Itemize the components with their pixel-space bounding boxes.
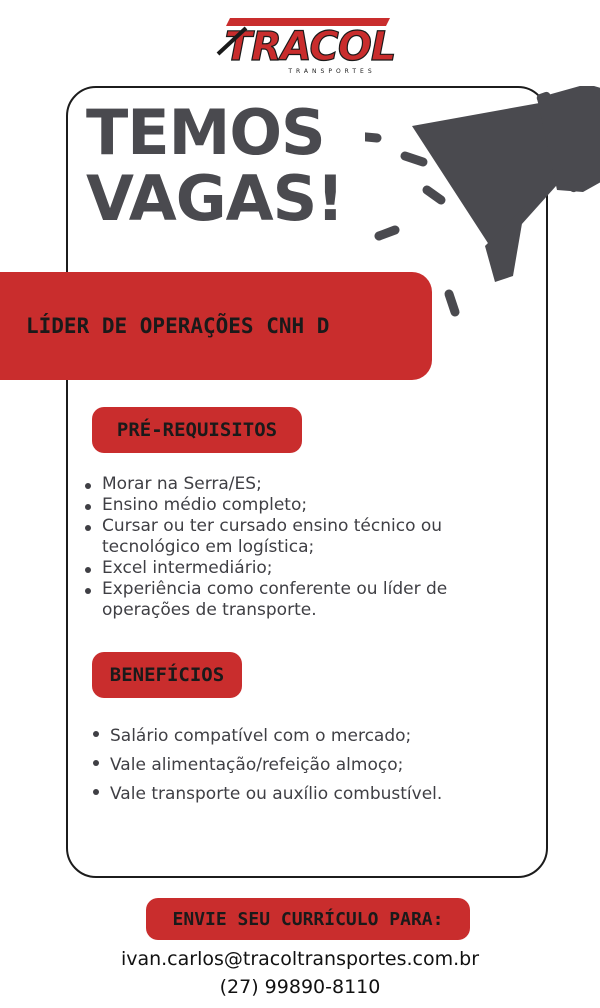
list-item: Experiência como conferente ou líder de operações de transporte.	[82, 579, 522, 621]
contact-email[interactable]: ivan.carlos@tracoltransportes.com.br	[120, 948, 480, 970]
list-item: Vale alimentação/refeição almoço;	[90, 751, 530, 780]
benefits-list	[90, 722, 530, 809]
logo-text: TRACOL	[224, 24, 396, 70]
list-item: Excel intermediário;	[82, 558, 522, 579]
list-item: Salário compatível com o mercado;	[90, 722, 530, 751]
role-title: LÍDER DE OPERAÇÕES CNH D	[26, 314, 330, 338]
requirements-list	[82, 474, 522, 621]
tracol-logo	[212, 14, 408, 78]
send-cv-banner: ENVIE SEU CURRÍCULO PARA:	[146, 898, 470, 940]
list-item: Ensino médio completo;	[82, 495, 522, 516]
requirements-heading: PRÉ-REQUISITOS	[92, 407, 302, 453]
list-item: Vale transporte ou auxílio combustível.	[90, 780, 530, 809]
list-item: Morar na Serra/ES;	[82, 474, 522, 495]
list-item: Cursar ou ter cursado ensino técnico ou tecnológico em logística;	[82, 516, 522, 558]
benefits-heading: BENEFÍCIOS	[92, 652, 242, 698]
logo-tagline: TRANSPORTES	[288, 68, 376, 75]
contact-phone[interactable]: (27) 99890-8110	[219, 976, 381, 998]
headline: TEMOS VAGAS!	[86, 96, 344, 235]
